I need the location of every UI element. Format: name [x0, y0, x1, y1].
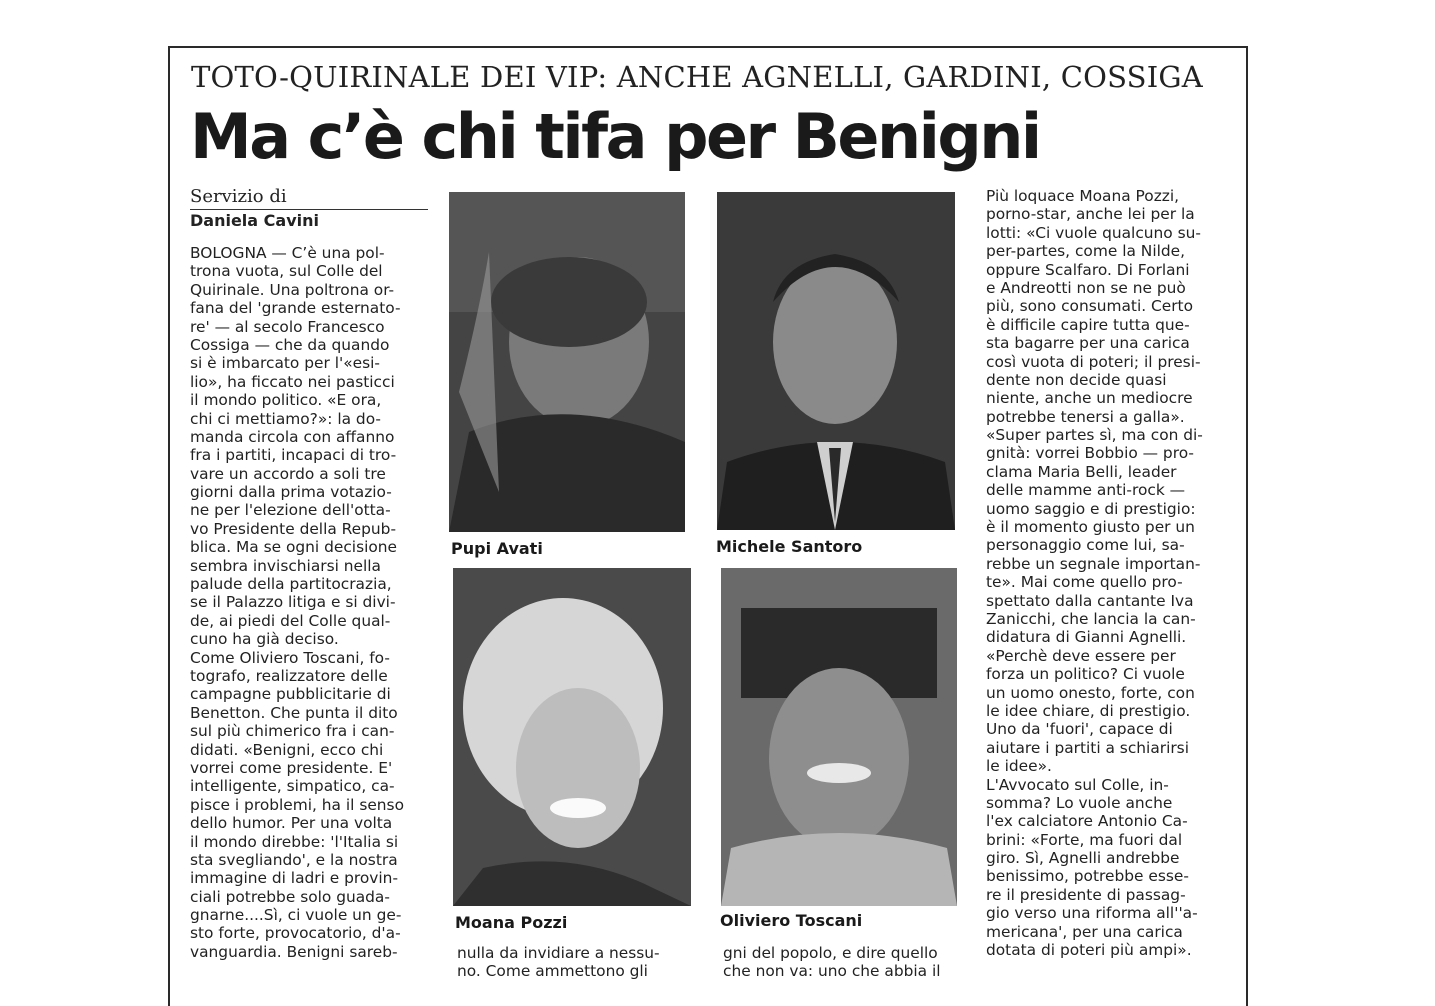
text-line: lio», ha ficcato nei pasticci	[190, 372, 395, 391]
text-line: Benetton. Che punta il dito	[190, 703, 398, 722]
text-line: no. Come ammettono gli	[457, 962, 648, 981]
text-line: pisce i problemi, ha il senso	[190, 795, 404, 814]
photo-oliviero-toscani	[721, 568, 957, 906]
text-line: aiutare i partiti a schiarirsi	[986, 738, 1189, 757]
text-line: vo Presidente della Repub-	[190, 519, 396, 538]
text-line: è difficile capire tutta que-	[986, 315, 1190, 334]
text-line: il mondo politico. «E ora,	[190, 391, 382, 410]
photo-pupi-avati	[449, 192, 685, 532]
text-line: Zanicchi, che lancia la can-	[986, 609, 1196, 628]
text-line: sta bagarre per una carica	[986, 334, 1190, 353]
text-line: Quirinale. Una poltrona or-	[190, 280, 395, 299]
text-line: cuno ha già deciso.	[190, 630, 339, 649]
text-line: delle mamme anti-rock —	[986, 481, 1186, 500]
text-line: «Perchè deve essere per	[986, 646, 1176, 665]
text-line: tografo, realizzatore delle	[190, 666, 388, 685]
text-line: uomo saggio e di prestigio:	[986, 499, 1196, 518]
text-line: sembra invischiarsi nella	[190, 556, 381, 575]
text-line: nulla da invidiare a nessu-	[457, 944, 660, 962]
text-line: intelligente, simpatico, ca-	[190, 777, 395, 796]
text-line: le idee».	[986, 757, 1052, 776]
text-line: blica. Ma se ogni decisione	[190, 538, 397, 557]
text-line: vare un accordo a soli tre	[190, 464, 386, 483]
text-line: il mondo direbbe: 'l'Italia si	[190, 832, 399, 851]
text-line: rebbe un segnale importan-	[986, 554, 1201, 573]
article-column-2-bottom	[457, 944, 697, 981]
photo-caption: Pupi Avati	[451, 539, 543, 558]
text-line: chi ci mettiamo?»: la do-	[190, 409, 381, 428]
text-line: Più loquace Moana Pozzi,	[986, 187, 1180, 205]
photo-caption: Michele Santoro	[716, 537, 863, 556]
text-line: «Super partes sì, ma con di-	[986, 426, 1203, 445]
text-line: sul più chimerico fra i can-	[190, 722, 395, 741]
text-line: Cossiga — che da quando	[190, 335, 390, 354]
byline-rule	[190, 209, 428, 210]
text-line: così vuota di poteri; il presi-	[986, 352, 1201, 371]
text-line: palude della partitocrazia,	[190, 575, 392, 594]
article-kicker: TOTO-QUIRINALE DEI VIP: ANCHE AGNELLI, GARDINI, COSSIGA	[191, 60, 1203, 94]
byline-author: Daniela Cavini	[190, 211, 319, 230]
photo-caption: Oliviero Toscani	[720, 911, 863, 930]
text-line: didatura di Gianni Agnelli.	[986, 628, 1187, 647]
text-line: vorrei come presidente. E'	[190, 758, 393, 777]
text-line: dello humor. Per una volta	[190, 814, 393, 833]
text-line: gnità: vorrei Bobbio — pro-	[986, 444, 1194, 463]
text-line: BOLOGNA — C’è una pol-	[190, 244, 385, 262]
text-line: Uno da 'fuori', capace di	[986, 720, 1173, 739]
text-line: e Andreotti non se ne può	[986, 278, 1186, 297]
text-line: brini: «Forte, ma fuori dal	[986, 830, 1183, 849]
text-line: un uomo onesto, forte, con	[986, 683, 1195, 702]
text-line: oppure Scalfaro. Di Forlani	[986, 260, 1190, 279]
text-line: immagine di ladri e provin-	[190, 869, 398, 888]
text-line: benissimo, potrebbe esse-	[986, 867, 1189, 886]
text-line: sta svegliando', e la nostra	[190, 850, 398, 869]
text-line: potrebbe tenersi a galla».	[986, 407, 1185, 426]
text-line: clama Maria Belli, leader	[986, 462, 1177, 481]
text-line: giorni dalla prima votazio-	[190, 483, 392, 502]
byline-intro: Servizio di	[190, 186, 287, 207]
text-line: de, ai piedi del Colle qual-	[190, 611, 391, 630]
photo-moana-pozzi	[453, 568, 691, 906]
text-line: gni del popolo, e dire quello	[723, 944, 938, 962]
text-line: re il presidente di passag-	[986, 885, 1186, 904]
text-line: somma? Lo vuole anche	[986, 793, 1173, 812]
text-line: vanguardia. Benigni sareb-	[190, 942, 398, 961]
text-line: didati. «Benigni, ecco chi	[190, 740, 384, 759]
text-line: porno-star, anche lei per la	[986, 205, 1195, 224]
article-headline: Ma c’è chi tifa per Benigni	[190, 100, 1040, 173]
text-line: spettato dalla cantante Iva	[986, 591, 1194, 610]
text-line: ne per l'elezione dell'otta-	[190, 501, 391, 520]
text-line: mericana', per una carica	[986, 922, 1183, 941]
article-column-4	[986, 187, 1228, 959]
text-line: dotata di poteri più ampi».	[986, 941, 1192, 960]
text-line: forza un politico? Ci vuole	[986, 665, 1185, 684]
text-line: lotti: «Ci vuole qualcuno su-	[986, 223, 1201, 242]
text-line: niente, anche un mediocre	[986, 389, 1193, 408]
text-line: le idee chiare, di prestigio.	[986, 701, 1191, 720]
text-line: più, sono consumati. Certo	[986, 297, 1193, 316]
text-line: te». Mai come quello pro-	[986, 573, 1183, 592]
text-line: gnarne....Sì, ci vuole un ge-	[190, 906, 402, 925]
text-line: fra i partiti, incapaci di tro-	[190, 446, 397, 465]
text-line: è il momento giusto per un	[986, 518, 1195, 537]
text-line: manda circola con affanno	[190, 427, 395, 446]
photo-michele-santoro	[717, 192, 955, 530]
text-line: personaggio come lui, sa-	[986, 536, 1185, 555]
text-line: che non va: uno che abbia il	[723, 962, 941, 981]
article-column-1	[190, 244, 430, 961]
text-line: re' — al secolo Francesco	[190, 317, 385, 336]
text-line: se il Palazzo litiga e si divi-	[190, 593, 396, 612]
text-line: trona vuota, sul Colle del	[190, 262, 383, 281]
article-column-3-bottom	[723, 944, 963, 981]
text-line: gio verso una riforma all''a-	[986, 904, 1198, 923]
text-line: dente non decide quasi	[986, 370, 1167, 389]
text-line: L'Avvocato sul Colle, in-	[986, 775, 1169, 794]
text-line: si è imbarcato per l'«esi-	[190, 354, 380, 373]
text-line: giro. Sì, Agnelli andrebbe	[986, 849, 1180, 868]
text-line: l'ex calciatore Antonio Ca-	[986, 812, 1188, 831]
text-line: sto forte, provocatorio, d'a-	[190, 924, 401, 943]
text-line: fana del 'grande esternato-	[190, 299, 401, 318]
text-line: Come Oliviero Toscani, fo-	[190, 648, 390, 667]
text-line: per-partes, come la Nilde,	[986, 242, 1185, 261]
text-line: campagne pubblicitarie di	[190, 685, 391, 704]
photo-caption: Moana Pozzi	[455, 913, 568, 932]
text-line: ciali potrebbe solo guada-	[190, 887, 390, 906]
